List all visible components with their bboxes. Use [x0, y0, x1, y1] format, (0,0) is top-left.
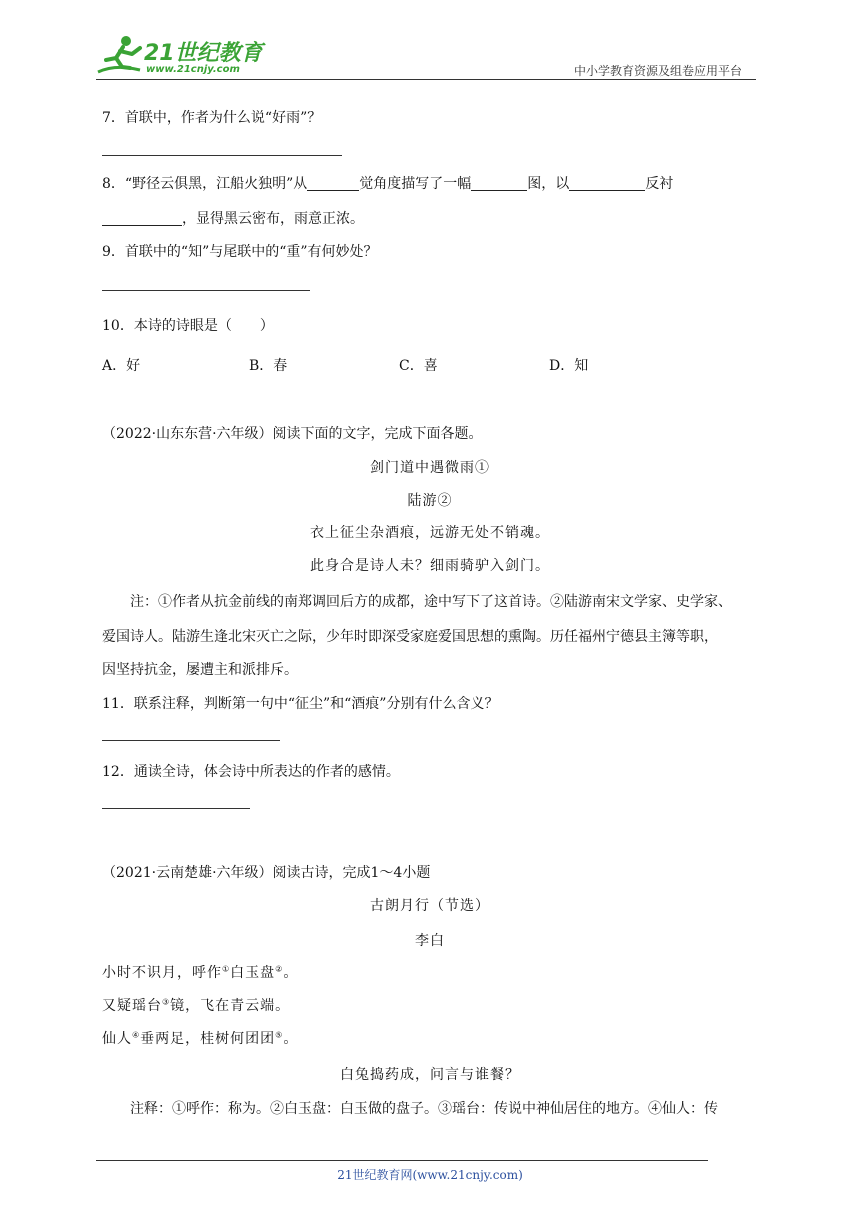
answer-line-9: [102, 290, 310, 291]
p2-l1-note-ref-1: ①: [222, 964, 231, 974]
question-8-line1: [102, 173, 673, 193]
q8-blank-3: [569, 176, 645, 191]
answer-line-11: [102, 740, 280, 741]
p2-l3-note-ref-1: ④: [132, 1030, 141, 1040]
q8-blank-1: [307, 176, 359, 191]
option-b: B．春: [249, 358, 288, 374]
logo-url: www.21cnjy.com: [146, 64, 240, 75]
question-11: 11．联系注释，判断第一句中“征尘”和“酒痕”分别有什么含义？: [102, 696, 499, 712]
header-logo: [96, 34, 266, 78]
q8-text-b: 觉角度描写了一幅: [359, 176, 472, 192]
p2-l2-note-ref: ③: [162, 997, 171, 1007]
logo-main: 21世纪教育: [144, 41, 263, 66]
passage2-title: 古朗月行（节选）: [370, 898, 490, 914]
question-12: 12．通读全诗，体会诗中所表达的作者的感情。: [102, 764, 400, 780]
question-8-line2: [102, 208, 364, 228]
answer-line-12: [102, 808, 250, 809]
p2-l1-note-ref-2: ②: [275, 964, 284, 974]
p2-l1-text-b: 白玉盘: [230, 965, 276, 981]
p2-l3-text-b: 垂两足，桂树何团团: [140, 1031, 276, 1047]
platform-name: 中小学教育资源及组卷应用平台: [574, 64, 743, 78]
passage2-line1: [102, 962, 298, 982]
p2-l2-text-a: 又疑瑶台: [102, 998, 162, 1014]
answer-line-7: [102, 155, 342, 156]
q8-text-d: 反衬: [645, 176, 674, 192]
option-c: C．喜: [399, 358, 438, 374]
passage1-note-1: 注：①作者从抗金前线的南郑调回后方的成都，途中写下了这首诗。②陆游南宋文学家、史学家、: [130, 594, 732, 610]
footer-rule: [96, 1160, 708, 1161]
passage1-note-2: 爱国诗人。陆游生逢北宋灭亡之际，少年时即深受家庭爱国思想的熏陶。历任福州宁德县主簿等职，: [102, 629, 718, 645]
option-d: D．知: [549, 358, 589, 374]
passage1-line2: 此身合是诗人未？细雨骑驴入剑门。: [310, 558, 550, 574]
q8-blank-2: [471, 176, 527, 191]
p2-l2-text-b: 镜，飞在青云端。: [170, 998, 291, 1014]
passage2-line3: [102, 1028, 298, 1048]
option-a: A．好: [102, 358, 141, 374]
q8-blank-4: [102, 211, 182, 226]
p2-l1-text-c: 。: [283, 965, 299, 981]
passage1-author: 陆游②: [407, 493, 453, 509]
q8-text-e: ，显得黑云密布，雨意正浓。: [182, 211, 364, 227]
passage2-line2: [102, 995, 290, 1015]
q8-text-c: 图，以: [527, 176, 570, 192]
p2-l3-text-c: 。: [283, 1031, 299, 1047]
footer-text: 21世纪教育网(www.21cnjy.com): [337, 1168, 523, 1182]
passage2-author: 李白: [415, 933, 445, 949]
passage2-line4: 白兔捣药成，问言与谁餐？: [340, 1067, 520, 1083]
passage1-title: 剑门道中遇微雨①: [370, 460, 490, 476]
passage1-intro: （2022·山东东营·六年级）阅读下面的文字，完成下面各题。: [102, 426, 483, 442]
question-7: 7．首联中，作者为什么说“好雨”？: [102, 110, 322, 126]
question-9: 9．首联中的“知”与尾联中的“重”有何妙处？: [102, 244, 378, 260]
p2-l3-text-a: 仙人: [102, 1031, 132, 1047]
q8-text-a: 8．“野径云俱黑，江船火独明”从: [102, 176, 308, 192]
header-rule: [96, 79, 756, 80]
question-10: 10．本诗的诗眼是（ ）: [102, 318, 274, 334]
passage1-note-3: 因坚持抗金，屡遭主和派排斥。: [102, 662, 298, 678]
passage1-line1: 衣上征尘杂酒痕，远游无处不销魂。: [310, 525, 550, 541]
p2-l1-text-a: 小时不识月，呼作: [102, 965, 222, 981]
runner-icon: [96, 34, 146, 78]
p2-l3-note-ref-2: ⑤: [275, 1030, 284, 1040]
passage2-intro: （2021·云南楚雄·六年级）阅读古诗，完成1～4小题: [102, 865, 431, 881]
passage2-note: 注释：①呼作：称为。②白玉盘：白玉做的盘子。③瑶台：传说中神仙居住的地方。④仙人：传: [130, 1101, 718, 1117]
